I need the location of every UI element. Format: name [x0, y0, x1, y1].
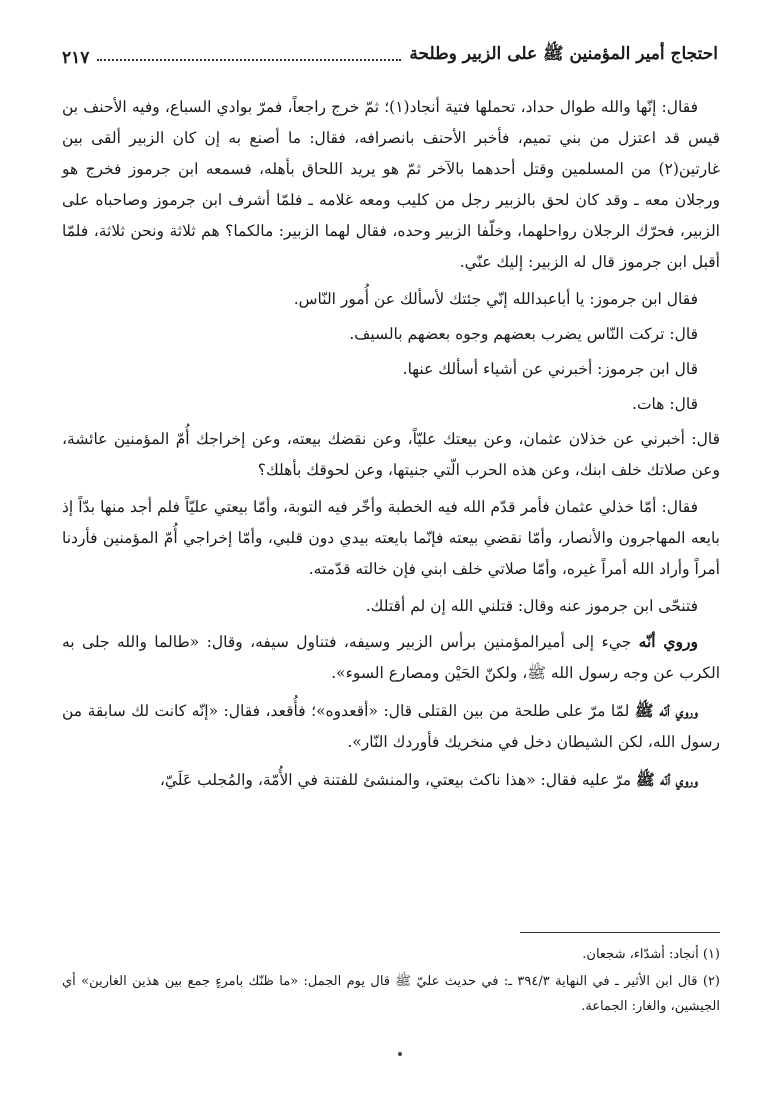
narration-2 — [62, 695, 720, 758]
header-leader-dots — [97, 59, 401, 61]
paragraph-1: فقال: إنّها والله طوال حداد، تحملها فتية أنجاد(١)؛ ثمّ خرج راجعاً، فمرّ بوادي السباع، وفيه الأحنف بن قيس قد اعتزل من بني تميم، فأخبر الأحنف بانصرافه، فقال: ما أصنع به إن كان الزبير ألقى بين غارتين(٢) من المسلمين وقتل أحدهما بالآخر ثمّ هو يريد اللحاق بأهله، فسمعه ابن جرموز فخرج هو ورجلان معه ـ وقد كان لحق بالزبير رجل من كليب ومعه غلامه ـ فلمّا أشرف ابن جرموز وصاحباه على الزبير، فحرّك الرجلان رواحلهما، وخلّفا الزبير وحده، فقال لهما الزبير: مالكما؟ هم ثلاثة ونحن ثلاثة، فلمّا أقبل ابن جرموز قال له الزبير: إليك عنّي. — [62, 98, 720, 271]
narration-3 — [62, 764, 720, 796]
running-header — [62, 34, 718, 68]
narration-1-text: جيء إلى أميرالمؤمنين برأس الزبير وسيفه، فتناول سيفه، وقال: «طالما والله جلى به الكرب عن وجه رسول الله ﷺ، ولكنّ الحَيْن ومصارع السوء». — [62, 633, 720, 682]
paragraph-3: قال: تركت النّاس يضرب بعضهم وجوه بعضهم بالسيف. — [349, 325, 698, 343]
narration-1 — [62, 626, 720, 689]
page-number: ٢١٧ — [62, 48, 90, 68]
narration-3-text: مرّ عليه فقال: «هذا ناكث بيعتي، والمنشئ للفتنة في الأُمّة، والمُجلب عَلَيّ، — [159, 771, 636, 789]
paragraph-7: فقال: أمّا خذلي عثمان فأمر قدّم الله فيه الخطبة وأخّر فيه التوبة، وأمّا بيعتي عليّاً فلم أجد منها بدّاً إذ بايعه المهاجرون والأنصار، وأمّا نقضي بيعته فإنّما بايعته بيدي دون قلبي، وأمّا إخراجي أُمّ المؤمنين فأردنا أمراً وأراد الله أمراً غيره، وأمّا صلاتي خلف ابني فإن خالته قدّمته. — [62, 498, 720, 578]
paragraph-8: فتنحّى ابن جرموز عنه وقال: قتلني الله إن لم أقتلك. — [365, 597, 698, 615]
narration-2-lead: وروي أنّه ﷺ — [634, 701, 698, 720]
paragraph-6: قال: أخبرني عن خذلان عثمان، وعن بيعتك عليّاً، وعن نقضك بيعته، وعن إخراجك أُمّ المؤمنين عائشة، وعن صلاتك خلف ابنك، وعن هذه الحرب الّتي جنيتها، وعن لحوقك بأهلك؟ — [62, 430, 720, 479]
footnote-divider — [520, 932, 720, 933]
header-title: احتجاج أمير المؤمنين ﷺ على الزبير وطلحة — [409, 44, 718, 64]
narration-1-lead: وروي أنّه — [638, 632, 698, 651]
main-text — [62, 92, 720, 802]
narration-2-text: لمّا مرّ على طلحة من بين القتلى قال: «أقعدوه»؛ فأُقعد، فقال: «إنّه كانت لك سابقة من رسول الله، لكن الشيطان دخل في منخريك فأوردك النّار». — [62, 702, 720, 751]
paragraph-4: قال ابن جرموز: أخبرني عن أشياء أسألك عنها. — [402, 360, 698, 378]
footnotes — [62, 942, 720, 1021]
footnote-1: (١) أنجاد: أشدّاء، شجعان. — [582, 947, 720, 962]
narration-3-lead: وروي أنّه ﷺ — [635, 770, 698, 789]
page-speck — [398, 1052, 402, 1056]
footnote-2: (٢) قال ابن الأثير ـ في النهاية ٣٩٤/٣ ـ: في حديث عليّ ﷺ قال يوم الجمل: «ما ظنّك بامرءٍ جمع بين هذين الغارين» أي الجيشين، والغار: الجماعة. — [62, 974, 720, 1014]
paragraph-2: فقال ابن جرموز: يا أباعبدالله إنّي جئتك لأسألك عن أُمور النّاس. — [293, 290, 698, 308]
paragraph-5: قال: هات. — [632, 395, 698, 413]
